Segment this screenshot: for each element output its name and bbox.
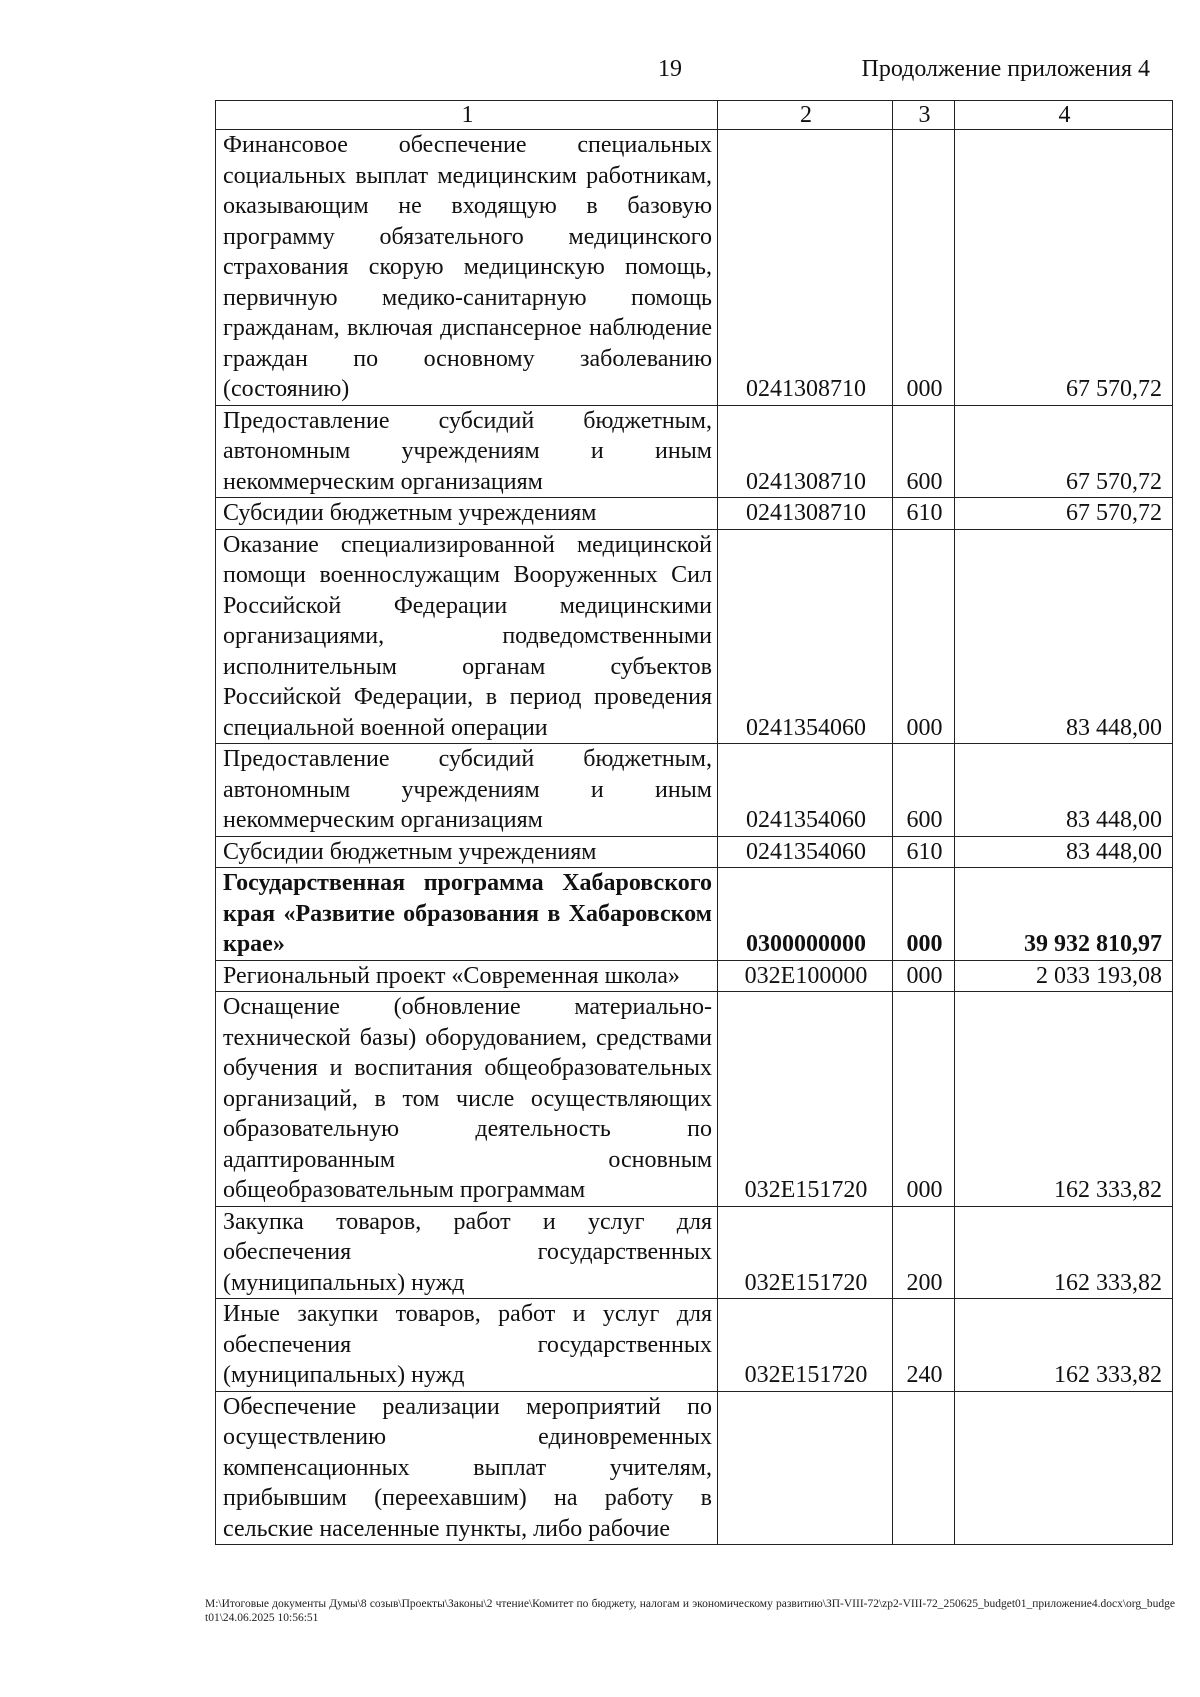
- row-target-code: 0241354060: [718, 744, 893, 837]
- row-amount: 39 932 810,97: [955, 868, 1173, 961]
- row-amount: 162 333,82: [955, 1299, 1173, 1392]
- row-target-code: 0241354060: [718, 836, 893, 868]
- row-name: Обеспечение реализации мероприятий по осуществлению единовременных компенсационных выплат учителям, прибывшим (переехавшим) на работу в сельские населенные пункты, либо рабочие: [216, 1391, 718, 1545]
- table-row: [216, 1299, 1173, 1392]
- row-name: Оснащение (обновление материально-технической базы) оборудованием, средствами обучения и воспитания общеобразовательных организаций, в том числе осуществляющих образовательную деятельность по адаптированным основным общеобразовательным программам: [216, 992, 718, 1207]
- row-name: Предоставление субсидий бюджетным, автономным учреждениям и иным некоммерческим организациям: [216, 744, 718, 837]
- row-expense-type: [893, 1391, 955, 1545]
- row-amount: 67 570,72: [955, 405, 1173, 498]
- table-row: [216, 529, 1173, 744]
- row-target-code: 0241308710: [718, 405, 893, 498]
- row-target-code: 032Е151720: [718, 992, 893, 1207]
- row-amount: 83 448,00: [955, 836, 1173, 868]
- row-expense-type: 000: [893, 992, 955, 1207]
- row-amount: 67 570,72: [955, 498, 1173, 530]
- row-name: Субсидии бюджетным учреждениям: [216, 498, 718, 530]
- row-amount: 162 333,82: [955, 1206, 1173, 1299]
- row-target-code: 0241308710: [718, 130, 893, 406]
- row-target-code: 032Е151720: [718, 1206, 893, 1299]
- row-name: Государственная программа Хабаровского края «Развитие образования в Хабаровском крае»: [216, 868, 718, 961]
- table-row: [216, 744, 1173, 837]
- row-amount: 83 448,00: [955, 529, 1173, 744]
- row-amount: [955, 1391, 1173, 1545]
- row-expense-type: 000: [893, 960, 955, 992]
- table-row: [216, 1391, 1173, 1545]
- row-amount: 67 570,72: [955, 130, 1173, 406]
- row-amount: 83 448,00: [955, 744, 1173, 837]
- row-expense-type: 240: [893, 1299, 955, 1392]
- page-number: 19: [658, 56, 682, 82]
- row-amount: 2 033 193,08: [955, 960, 1173, 992]
- table-row: [216, 960, 1173, 992]
- appendix-continuation-title: Продолжение приложения 4: [861, 56, 1150, 82]
- row-name: Финансовое обеспечение специальных социальных выплат медицинским работникам, оказывающим не входящую в базовую программу обязательного медицинского страхования скорую медицинскую помощь, первичную медико-санитарную помощь гражданам, включая диспансерное наблюдение граждан по основному заболеванию (состоянию): [216, 130, 718, 406]
- row-target-code: 0300000000: [718, 868, 893, 961]
- row-expense-type: 610: [893, 836, 955, 868]
- table-row-program: [216, 868, 1173, 961]
- row-expense-type: 000: [893, 529, 955, 744]
- row-target-code: [718, 1391, 893, 1545]
- table-row: [216, 1206, 1173, 1299]
- row-amount: 162 333,82: [955, 992, 1173, 1207]
- row-name: Субсидии бюджетным учреждениям: [216, 836, 718, 868]
- row-target-code: 032Е100000: [718, 960, 893, 992]
- column-number-1: 1: [216, 101, 718, 130]
- row-expense-type: 600: [893, 405, 955, 498]
- row-target-code: 0241354060: [718, 529, 893, 744]
- row-name: Закупка товаров, работ и услуг для обеспечения государственных (муниципальных) нужд: [216, 1206, 718, 1299]
- row-expense-type: 610: [893, 498, 955, 530]
- table-row: [216, 836, 1173, 868]
- table-row: [216, 405, 1173, 498]
- table-row: [216, 130, 1173, 406]
- row-name: Предоставление субсидий бюджетным, автономным учреждениям и иным некоммерческим организациям: [216, 405, 718, 498]
- column-number-2: 2: [718, 101, 893, 130]
- document-file-path: M:\Итоговые документы Думы\8 созыв\Проекты\Законы\2 чтение\Комитет по бюджету, налогам и экономическому развитию\ЗП-VIII-72\zp2-VIII-72_250625_budget01_приложение4.docx\org_budget01\24.06.2025 10:56:51: [205, 1598, 1175, 1624]
- row-name: Оказание специализированной медицинской помощи военнослужащим Вооруженных Сил Российской Федерации медицинскими организациями, подведомственными исполнительным органам субъектов Российской Федерации, в период проведения специальной военной операции: [216, 529, 718, 744]
- row-target-code: 032Е151720: [718, 1299, 893, 1392]
- budget-table: [215, 100, 1173, 1545]
- row-name: Региональный проект «Современная школа»: [216, 960, 718, 992]
- column-numbers-row: [216, 101, 1173, 130]
- row-name: Иные закупки товаров, работ и услуг для обеспечения государственных (муниципальных) нужд: [216, 1299, 718, 1392]
- table-row: [216, 992, 1173, 1207]
- column-number-3: 3: [893, 101, 955, 130]
- row-expense-type: 000: [893, 130, 955, 406]
- row-target-code: 0241308710: [718, 498, 893, 530]
- column-number-4: 4: [955, 101, 1173, 130]
- table-row: [216, 498, 1173, 530]
- row-expense-type: 600: [893, 744, 955, 837]
- row-expense-type: 200: [893, 1206, 955, 1299]
- row-expense-type: 000: [893, 868, 955, 961]
